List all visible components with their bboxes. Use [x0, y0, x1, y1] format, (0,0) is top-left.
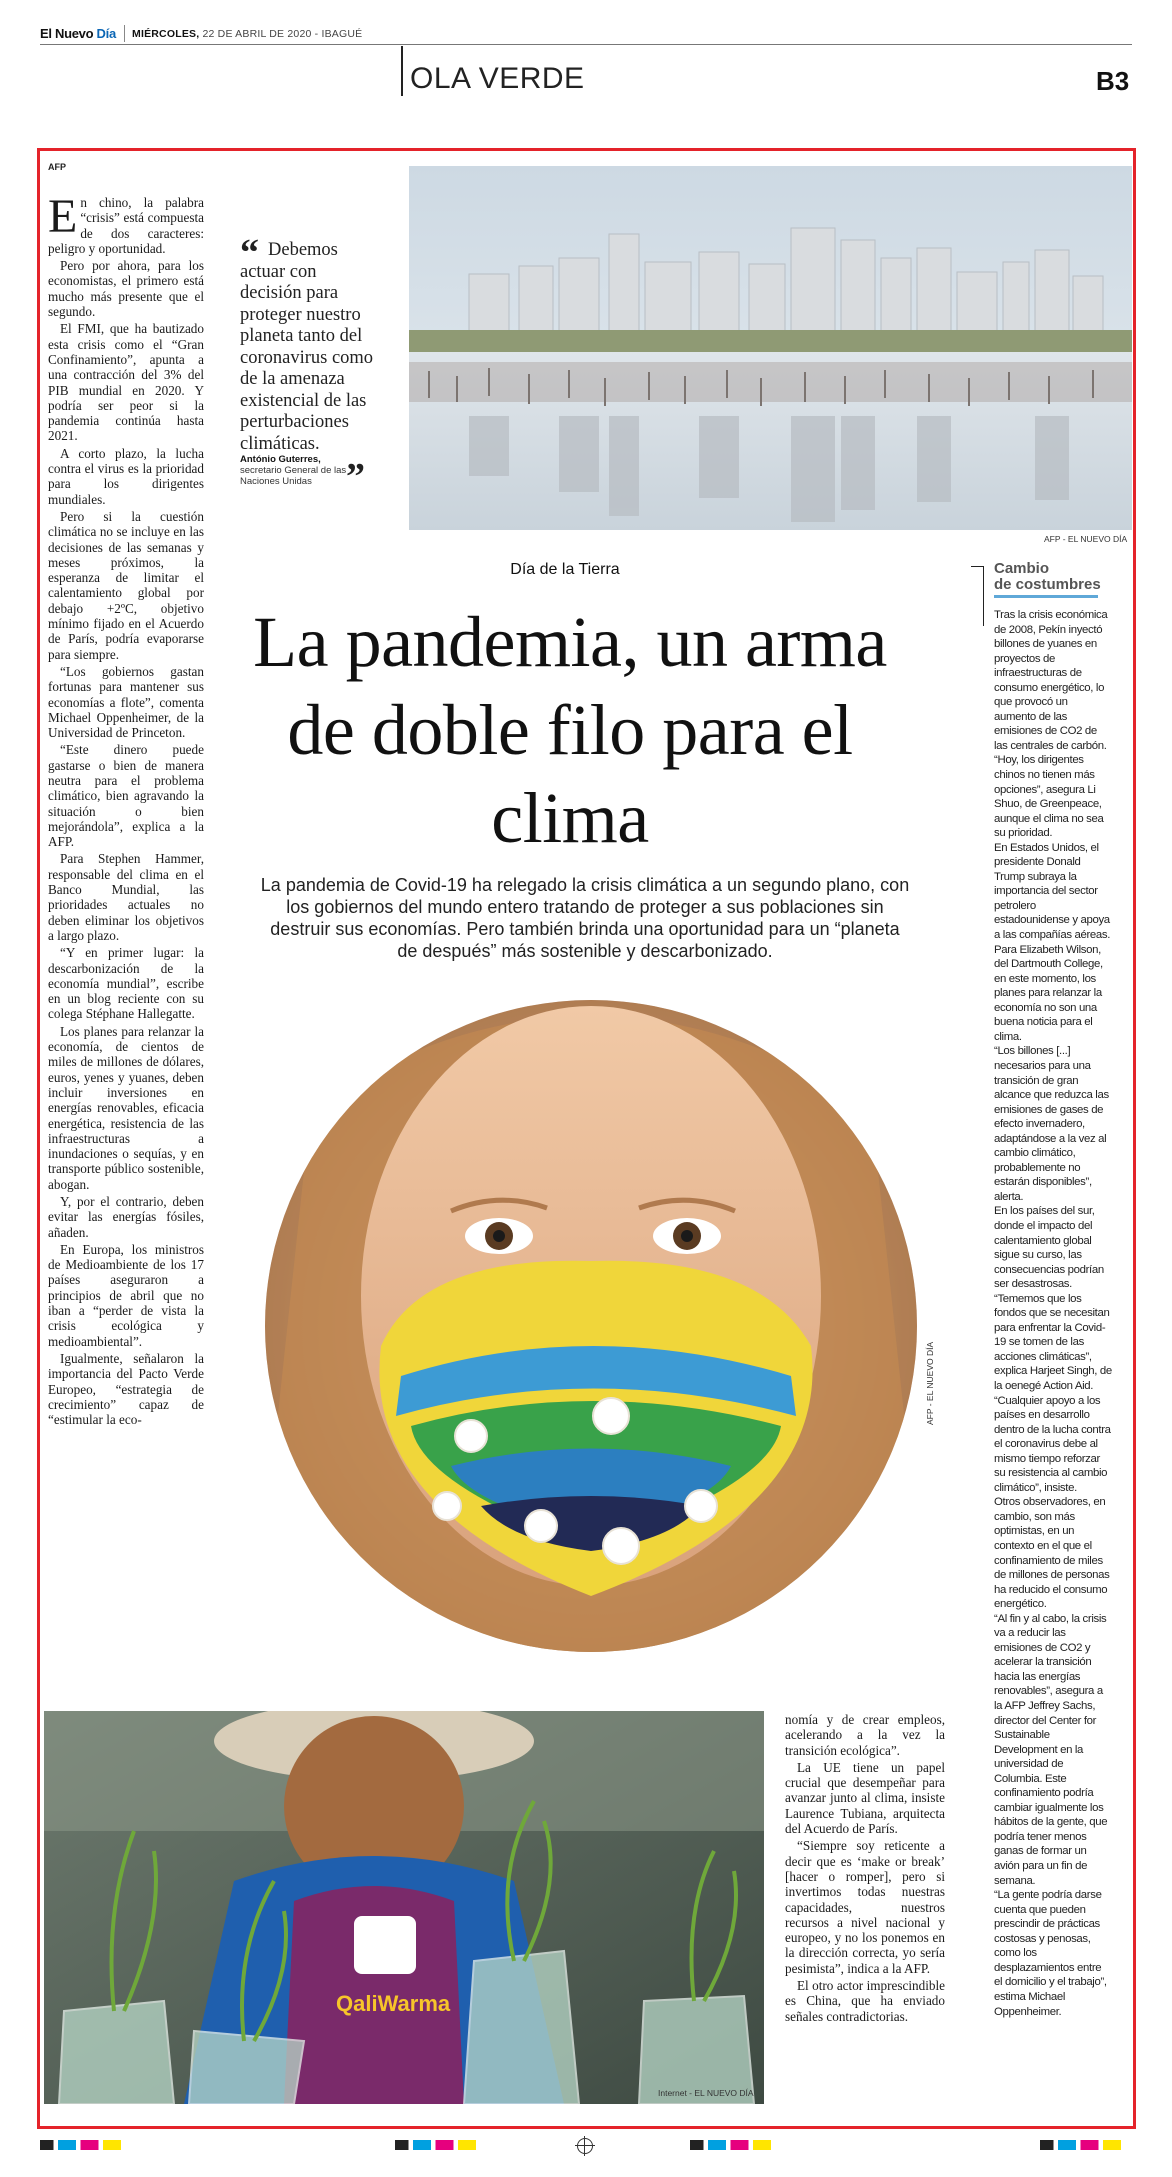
sidebar-paragraph: En Estados Unidos, el presidente Donald Trump subraya la importancia del sector petrolero estadounidense y apoya a las compañías aéreas. [994, 841, 1111, 942]
pull-quote: Debemos actuar con decisión para proteger nuestro planeta tanto del coronavirus como de la amenaza existencial de las perturbaciones climáticas. [240, 240, 374, 454]
registration-bar [395, 2140, 485, 2150]
page-number: B3 [1096, 66, 1130, 96]
kicker: Día de la Tierra [510, 561, 620, 578]
skyline-photo-graphic [409, 166, 1132, 530]
sidebar-paragraph: “Tememos que los fondos que se necesitan para enfrentar la Covid-19 se tomen de las acciones climáticas”, explica Harjeet Singh, de la oenegé Action Aid. [994, 1292, 1112, 1392]
masthead-name-accent: Día [96, 26, 116, 41]
girl-mask-photo [251, 986, 931, 1666]
quote-author-role: secretario General de las Naciones Unidas [240, 465, 347, 487]
body-paragraph: nomía y de crear empleos, acelerando a la vez la transición ecológica”. [785, 1712, 945, 1758]
sidebar-title-line1: Cambio [994, 560, 1050, 577]
dateline-weekday: MIÉRCOLES, [132, 28, 200, 40]
body-paragraph: Pero por ahora, para los economistas, el primero está mucho más presente que el segundo. [48, 258, 204, 320]
sidebar-paragraph: “Al fin y al cabo, la crisis va a reducir las emisiones de CO2 y acelerar la transición hacia las energías renovables”, asegura a la AFP Jeffrey Sachs, director del Center for Sustainable Development en la universidad de Columbia. Este confinamiento podría cambiar igualmente los hábitos de la gente, que podría tener menos ganas de formar un avión para un fin de semana. [994, 1612, 1108, 1887]
photo-credit: Internet - EL NUEVO DÍA [658, 2088, 754, 2098]
body-paragraph: “Los gobiernos gastan fortunas para mantener sus economías a flote”, comenta Michael Oppenheimer, de la Universidad de Princeton. [48, 663, 204, 741]
sidebar-paragraph: “Los billones [...] necesarios para una transición de gran alcance que reduzca las emisiones de gases de efecto invernadero, adaptándose a la vez al cambio climático, probablemente no estarán disponibles”, alerta. [994, 1045, 1109, 1203]
header-rule [40, 44, 1132, 45]
body-paragraph: El otro actor imprescindible es China, que ha enviado señales contradictorias. [785, 1978, 945, 2024]
apron-logo-text: QaliWarma [336, 1991, 451, 2016]
sidebar-rule-vertical [983, 566, 984, 626]
drop-cap: E [48, 190, 78, 243]
sidebar-paragraph: En los países del sur, donde el impacto del calentamiento global sigue su curso, las consecuencias podrían ser desastrosas. [994, 1205, 1104, 1291]
body-paragraph: Los planes para relanzar la economía, de cientos de miles de millones de dólares, euros, yenes y yuanes, deben incluir inversiones en energías renovables, eficacia energética, resistencia de las infraestructuras a inundaciones o sequías, y en transporte público sostenible, abogan. [48, 1023, 204, 1192]
section-bar [401, 46, 403, 96]
sidebar-paragraph: Para Elizabeth Wilson, del Dartmouth College, en este momento, los planes para relanzar la economía no son una buena noticia para el clima. [994, 943, 1103, 1043]
body-paragraph: “Siempre soy reticente a decir que es ‘make or break’ [hacer o romper], pero si invertimos todas nuestras capacidades, nuestros recursos a nivel nacional y europeo, y no los ponemos en la dirección correcta, yo sería pesimista”, indica a la AFP. [785, 1838, 945, 1976]
child-plants-photo [44, 1711, 764, 2104]
section-title: OLA VERDE [410, 62, 585, 95]
sidebar-body [994, 608, 1112, 2019]
body-paragraph: “Y en primer lugar: la descarbonización de la economía mundial”, escribe en un blog reciente con su colega Stéphane Hallegatte. [48, 945, 204, 1022]
body-paragraph: La UE tiene un papel crucial que desempeñar para avanzar junto al clima, insiste Laurence Tubiana, arquitecta del Acuerdo de París. [785, 1759, 945, 1837]
registration-crosshair [577, 2138, 593, 2154]
sidebar-title [994, 561, 1101, 593]
registration-bar [40, 2140, 130, 2150]
quote-author-name: António Guterres, [240, 454, 321, 465]
dateline-date: 22 DE ABRIL DE 2020 - IBAGUÉ [199, 28, 363, 40]
sidebar-title-line2: de costumbres [994, 576, 1101, 593]
body-column-right [785, 1712, 945, 2026]
sidebar-paragraph: Tras la crisis económica de 2008, Pekín inyectó billones de yuanes en proyectos de infraestructuras de consumo energético, lo que provocó un aumento de las emisiones de CO2 de las centrales de carbón. [994, 609, 1108, 752]
photo-credit: AFP - EL NUEVO DÍA [1044, 534, 1128, 544]
body-paragraph: A corto plazo, la lucha contra el virus es la prioridad para los dirigentes mundiales. [48, 445, 204, 507]
masthead-name: El Nuevo [40, 26, 94, 41]
body-paragraph: Para Stephen Hammer, responsable del clima en el Banco Mundial, las prioridades actuales no deben eliminar los objetivos a largo plazo. [48, 851, 204, 943]
registration-bar [690, 2140, 780, 2150]
photo-credit-vertical: AFP - EL NUEVO DÍA [925, 1341, 935, 1425]
sidebar-paragraph: “La gente podría darse cuenta que pueden prescindir de prácticas costosas y penosas, como los desplazamientos entre el domicilio y el trabajo”, estima Michael Oppenheimer. [994, 1889, 1107, 2018]
sidebar-paragraph: “Cualquier apoyo a los países en desarrollo dentro de la lucha contra el coronavirus debe al mismo tiempo reforzar su resistencia al cambio climático”, insiste. [994, 1394, 1111, 1494]
sidebar-paragraph: “Hoy, los dirigentes chinos no tienen más opciones”, asegura Li Shuo, de Greenpeace, aunque el clima no sea su prioridad. [994, 754, 1104, 840]
sidebar-underline [994, 595, 1098, 598]
body-column-left [48, 190, 204, 1429]
girl-mask-graphic [251, 986, 931, 1666]
byline: AFP [48, 162, 66, 172]
body-paragraph: Pero si la cuestión climática no se incluye en las decisiones de las semanas y meses próximos, la esperanza de limitar el calentamiento global por debajo +2ºC, objetivo mínimo fijado en el Acuerdo de París, podría evaporarse para siempre. [48, 508, 204, 662]
sidebar-paragraph: Otros observadores, en cambio, son más optimistas, en un contexto en el que el confinamiento de miles de millones de personas ha reducido el consumo energético. [994, 1496, 1110, 1611]
body-paragraph: “Este dinero puede gastarse o bien de manera neutra para el problema climático, bien agravando la situación o bien mejorándola”, explica a la AFP. [48, 742, 204, 850]
body-paragraph: Igualmente, señalaron la importancia del Pacto Verde Europeo, “estrategia de crecimiento” capaz de “estimular la eco- [48, 1350, 204, 1428]
skyline-flamingo-photo [409, 166, 1132, 530]
body-paragraph: Y, por el contrario, deben evitar las energías fósiles, añaden. [48, 1194, 204, 1240]
headline: La pandemia, un arma de doble filo para el clima [253, 602, 887, 858]
deck: La pandemia de Covid-19 ha relegado la crisis climática a un segundo plano, con los gobiernos del mundo entero tratando de proteger a sus poblaciones sin destruir sus economías. Pero también brinda una oportunidad para un “planeta de después” más sostenible y descarbonizado. [260, 875, 910, 961]
dateline [132, 28, 362, 40]
masthead-logo [40, 26, 116, 41]
body-paragraph-text: n chino, la palabra “crisis” está compuesta de dos caracteres: peligro y oportunidad. [48, 195, 204, 256]
child-plants-graphic [44, 1711, 764, 2104]
body-paragraph: En Europa, los ministros de Medioambiente de los 17 países aseguraron a principios de abril que no iban a “perder de vista la crisis ecológica y medioambiental”. [48, 1241, 204, 1349]
quote-open-mark: “ [240, 232, 259, 274]
body-paragraph [48, 190, 204, 256]
registration-bar [1040, 2140, 1130, 2150]
body-paragraph: El FMI, que ha bautizado esta crisis como el “Gran Confinamiento”, apunta a una contracción del 3% del PIB mundial en 2020. Y podría ser peor si la pandemia continúa hasta 2021. [48, 321, 204, 444]
quote-close-mark: ” [346, 456, 365, 498]
masthead-separator [124, 25, 125, 42]
